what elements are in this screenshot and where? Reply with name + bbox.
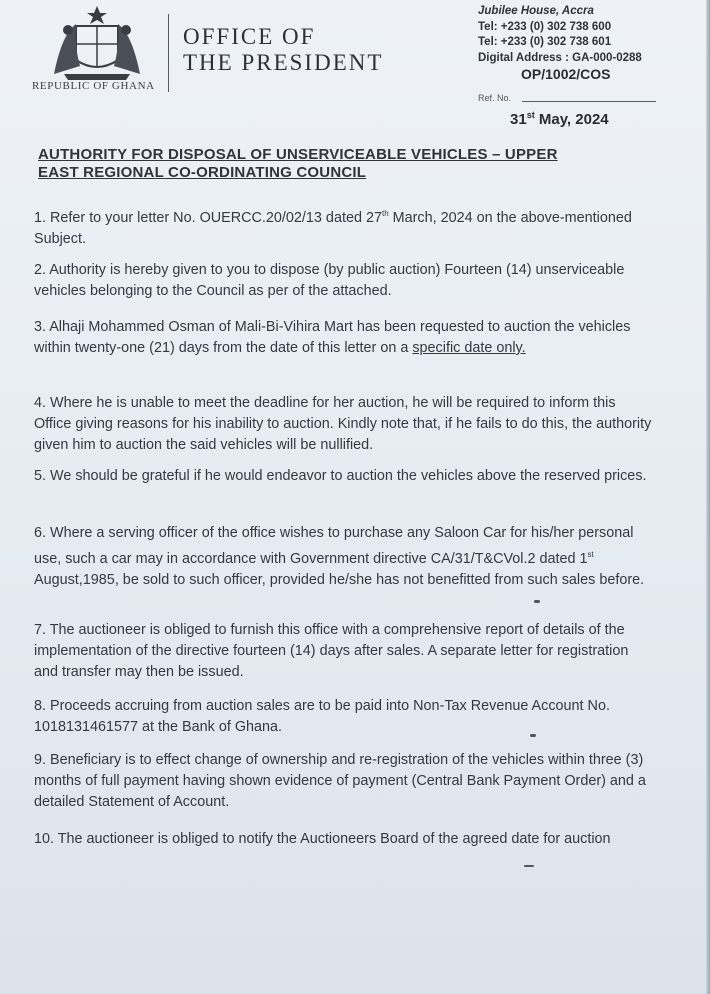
paragraph-1: 1. Refer to your letter No. OUERCC.20/02/13 dated 27th March, 2024 on the above-mentioned Subject.: [34, 209, 632, 247]
paragraph-6: 6. Where a serving officer of the office wishes to purchase any Saloon Car for his/her personal use, such a car may in accordance with Government directive CA/31/T&CVol.2 dated 1st August,1985, be sold to such officer, provided he/she has not benefitted from such sales before.: [34, 525, 645, 588]
ghana-coat-of-arms-icon: [46, 4, 148, 82]
reference-label: Ref. No.: [478, 93, 512, 103]
contact-block: [478, 4, 642, 66]
subject-line1: AUTHORITY FOR DISPOSAL OF UNSERVICEABLE VEHICLES – UPPER: [38, 146, 558, 163]
paragraph-3: 3. Alhaji Mohammed Osman of Mali-Bi-Vihira Mart has been requested to auction the vehicles within twenty-one (21) days from the date of this letter on a specific date only.: [34, 319, 631, 356]
date-day: 31: [510, 111, 527, 128]
telephone-2: Tel: +233 (0) 302 738 601: [478, 36, 612, 48]
subject-line2: EAST REGIONAL CO-ORDINATING COUNCIL: [38, 164, 367, 181]
letterhead-divider: [168, 14, 169, 92]
telephone-1: Tel: +233 (0) 302 738 600: [478, 20, 612, 33]
reference-code: OP/1002/COS: [521, 66, 611, 82]
paragraph-2: 2. Authority is hereby given to you to dispose (by public auction) Fourteen (14) unserviceable vehicles belonging to the Council as per of the attached.: [34, 262, 625, 299]
paragraph-4: 4. Where he is unable to meet the deadline for her auction, he will be required to inform this Office giving reasons for his inability to auction. Kindly note that, if he fails to do this, the authority given him to auction the said vehicles will be nullified.: [34, 395, 652, 453]
office-title-line1: OFFICE OF: [183, 24, 316, 49]
address-line: Jubilee House, Accra: [478, 5, 594, 17]
ink-speck: [524, 865, 534, 867]
paragraph-7: 7. The auctioneer is obliged to furnish this office with a comprehensive report of details of the implementation of the directive fourteen (14) days after sales. A separate letter for registration and transfer may then be issued.: [34, 622, 629, 680]
date-suffix: st: [526, 110, 535, 120]
ink-speck: [530, 734, 536, 737]
office-title-line2: THE PRESIDENT: [183, 50, 384, 75]
digital-address: Digital Address : GA-000-0288: [478, 51, 642, 64]
letter-date: [510, 110, 609, 128]
date-month-year: May, 2024: [534, 111, 609, 128]
reference-line: [522, 101, 656, 102]
paragraph-8: 8. Proceeds accruing from auction sales are to be paid into Non-Tax Revenue Account No. 1018131461577 at the Bank of Ghana.: [34, 698, 610, 735]
office-title: [183, 24, 383, 76]
subject-heading: [38, 146, 658, 182]
ink-speck: [534, 600, 540, 603]
paragraph-9: 9. Beneficiary is to effect change of ownership and re-registration of the vehicles within three (3) months of full payment having shown evidence of payment (Central Bank Payment Order) and a detailed Statement of Account.: [34, 752, 646, 810]
paragraph-5: 5. We should be grateful if he would endeavor to auction the vehicles above the reserved prices.: [34, 468, 647, 484]
paragraph-10: 10. The auctioneer is obliged to notify the Auctioneers Board of the agreed date for auction: [34, 831, 611, 847]
republic-of-ghana-label: REPUBLIC OF GHANA: [32, 80, 155, 92]
